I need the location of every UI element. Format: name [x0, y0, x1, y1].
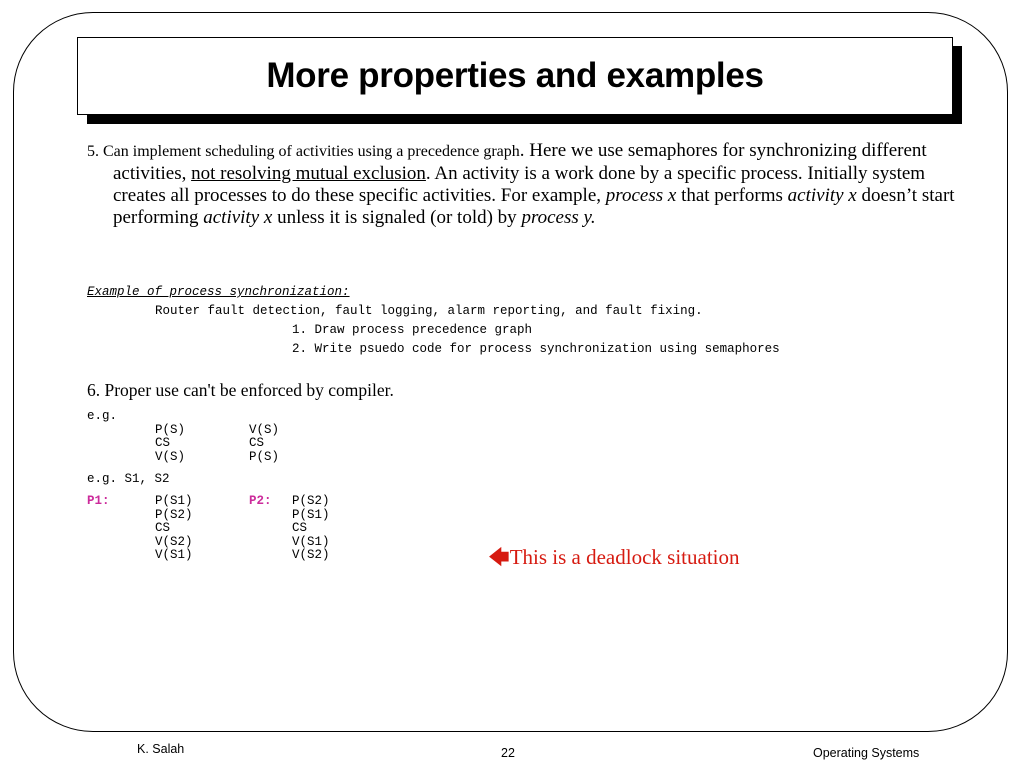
- eg1-col2-line: CS: [249, 436, 265, 450]
- eg2-label: e.g. S1, S2: [87, 472, 170, 486]
- p1-line: P(S1): [155, 494, 193, 508]
- footer-course: Operating Systems: [813, 746, 920, 760]
- p2-label: P2:: [249, 494, 272, 508]
- eg1-col1-line: P(S): [155, 423, 186, 437]
- p1-line: P(S2): [155, 508, 193, 522]
- p2-line: V(S1): [292, 535, 330, 549]
- title-box: [77, 37, 953, 115]
- example-line-3: 2. Write psuedo code for process synchronization using semaphores: [292, 342, 780, 356]
- eg1-col2-line: V(S): [249, 423, 280, 437]
- deadlock-text: This is a deadlock situation: [509, 545, 740, 569]
- item-5-prefix: 5. Can implement scheduling of activities using a precedence graph: [87, 143, 520, 160]
- item-5-italic-4: process y.: [521, 207, 596, 228]
- eg1-label: e.g.: [87, 409, 118, 423]
- slide-title: More properties and examples: [266, 56, 764, 95]
- p2-line: CS: [292, 521, 308, 535]
- item-5-italic-3: activity x: [203, 207, 273, 228]
- item-5-paragraph: [87, 140, 963, 229]
- deadlock-note: [488, 543, 740, 578]
- example-heading: Example of process synchronization:: [87, 285, 350, 299]
- eg1-col2-line: P(S): [249, 450, 280, 464]
- item-5-italic-1: process x: [605, 185, 677, 206]
- item-5-text-2: . An activity is a work done by a specific process. Initially system creates all processes to do these specific activities. For example,: [113, 163, 926, 206]
- p1-line: V(S2): [155, 535, 193, 549]
- footer-page-number: 22: [501, 746, 515, 760]
- item-5-text-3: that performs: [676, 185, 788, 206]
- item-5-italic-2: activity x: [787, 185, 857, 206]
- item-6-text: 6. Proper use can't be enforced by compiler.: [87, 380, 394, 400]
- p1-label: P1:: [87, 494, 110, 508]
- item-5-underline: not resolving mutual exclusion: [191, 163, 426, 184]
- footer-author: K. Salah: [137, 742, 185, 756]
- p2-line: V(S2): [292, 548, 330, 562]
- left-arrow-icon: 🡄: [488, 545, 510, 569]
- item-5-text-5: unless it is signaled (or told) by: [272, 207, 522, 228]
- item-5-text-1: . Here we use semaphores for synchronizing different activities,: [113, 140, 927, 184]
- item-5-text-4: doesn’t start performing: [113, 185, 955, 228]
- p1-line: V(S1): [155, 548, 193, 562]
- p2-line: P(S2): [292, 494, 330, 508]
- eg1-col1-line: V(S): [155, 450, 186, 464]
- p2-line: P(S1): [292, 508, 330, 522]
- p1-line: CS: [155, 521, 171, 535]
- eg1-col1-line: CS: [155, 436, 171, 450]
- example-line-2: 1. Draw process precedence graph: [292, 323, 533, 337]
- example-line-1: Router fault detection, fault logging, alarm reporting, and fault fixing.: [155, 304, 703, 318]
